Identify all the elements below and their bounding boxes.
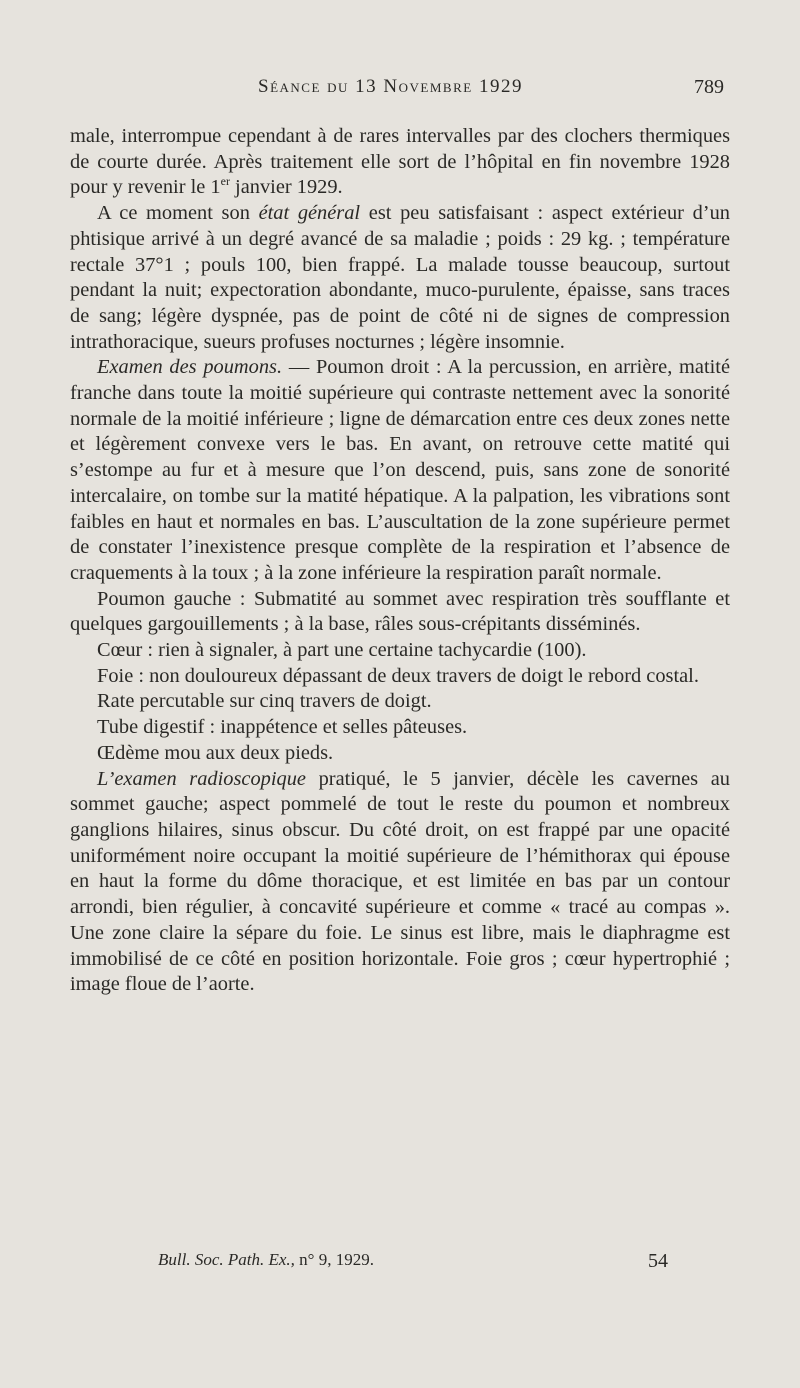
paragraph-9: Œdème mou aux deux pieds. (97, 741, 334, 764)
signature-mark: 54 (648, 1250, 668, 1272)
page-number: 789 (694, 76, 724, 98)
paragraph-8: Tube digestif : inappétence et selles pâteuses. (97, 716, 468, 739)
paragraph-4: Poumon gauche : Submatité au sommet avec respiration très soufflante et quelques gargouillements ; à la base, râles sous-crépitants disséminés. (70, 587, 730, 636)
page-footer (0, 1250, 800, 1280)
paragraph-6: Foie : non douloureux dépassant de deux travers de doigt le rebord costal. (97, 664, 699, 687)
paragraph-10: L’examen radioscopique pratiqué, le 5 janvier, décèle les cavernes au sommet gauche; aspect pommelé de tout le reste du poumon et nombreux ganglions hilaires, sinus obscur. Du côté droit, on est frappé par une opacité uniformément noire occupant la moitié supérieure de l’hémithorax qui épouse en haut la forme du dôme thoracique, et est limitée en bas par un contour arrondi, bien régulier, à concavité supérieure et comme « tracé au compas ». Une zone claire la sépare du foie. Le sinus est libre, mais le diaphragme est immobilisé de ce côté en position horizontale. Foie gros ; cœur hypertrophié ; image floue de l’aorte. (70, 767, 730, 996)
running-head: Séance du 13 Novembre 1929 (258, 76, 523, 97)
paragraph-2: A ce moment son état général est peu satisfaisant : aspect extérieur d’un phtisique arrivé à un degré avancé de sa maladie ; poids : 29 kg. ; température rectale 37°1 ; pouls 100, bien frappé. La malade tousse beaucoup, surtout pendant la nuit; expectoration abondante, muco-purulente, épaisse, sans traces de sang; légère dyspnée, pas de point de côté ni de signes de compression intrathoracique, sueurs profuses nocturnes ; légère insomnie. (70, 202, 730, 353)
paragraph-1: male, interrompue cependant à de rares intervalles par des clochers thermiques de courte durée. Après traitement elle sort de l’hôpital en fin novembre 1928 pour y revenir le 1er janvier 1929. (70, 125, 730, 199)
body-text (70, 124, 730, 998)
section-heading: Examen des poumons. (97, 356, 283, 379)
superscript-er: er (220, 174, 230, 189)
paragraph-7: Rate percutable sur cinq travers de doigt. (97, 690, 432, 713)
paragraph-5: Cœur : rien à signaler, à part une certaine tachycardie (100). (97, 639, 587, 662)
page-header (0, 76, 800, 106)
journal-citation: Bull. Soc. Path. Ex., n° 9, 1929. (158, 1250, 374, 1269)
paragraph-3: Examen des poumons. — Poumon droit : A la percussion, en arrière, matité franche dans toute la moitié supérieure qui contraste nettement avec la sonorité normale de la moitié inférieure ; ligne de démarcation entre ces deux zones nette et légèrement convexe vers le bas. En avant, on retrouve cette matité qui s’estompe au fur et à mesure que l’on descend, puis, sans zone de sonorité intercalaire, on tombe sur la matité hépatique. A la palpation, les vibrations sont faibles en haut et normales en bas. L’auscultation de la zone supérieure permet de constater l’inexistence presque complète de la respiration et l’absence de craquements à la toux ; à la zone inférieure la respiration paraît normale. (70, 356, 730, 584)
